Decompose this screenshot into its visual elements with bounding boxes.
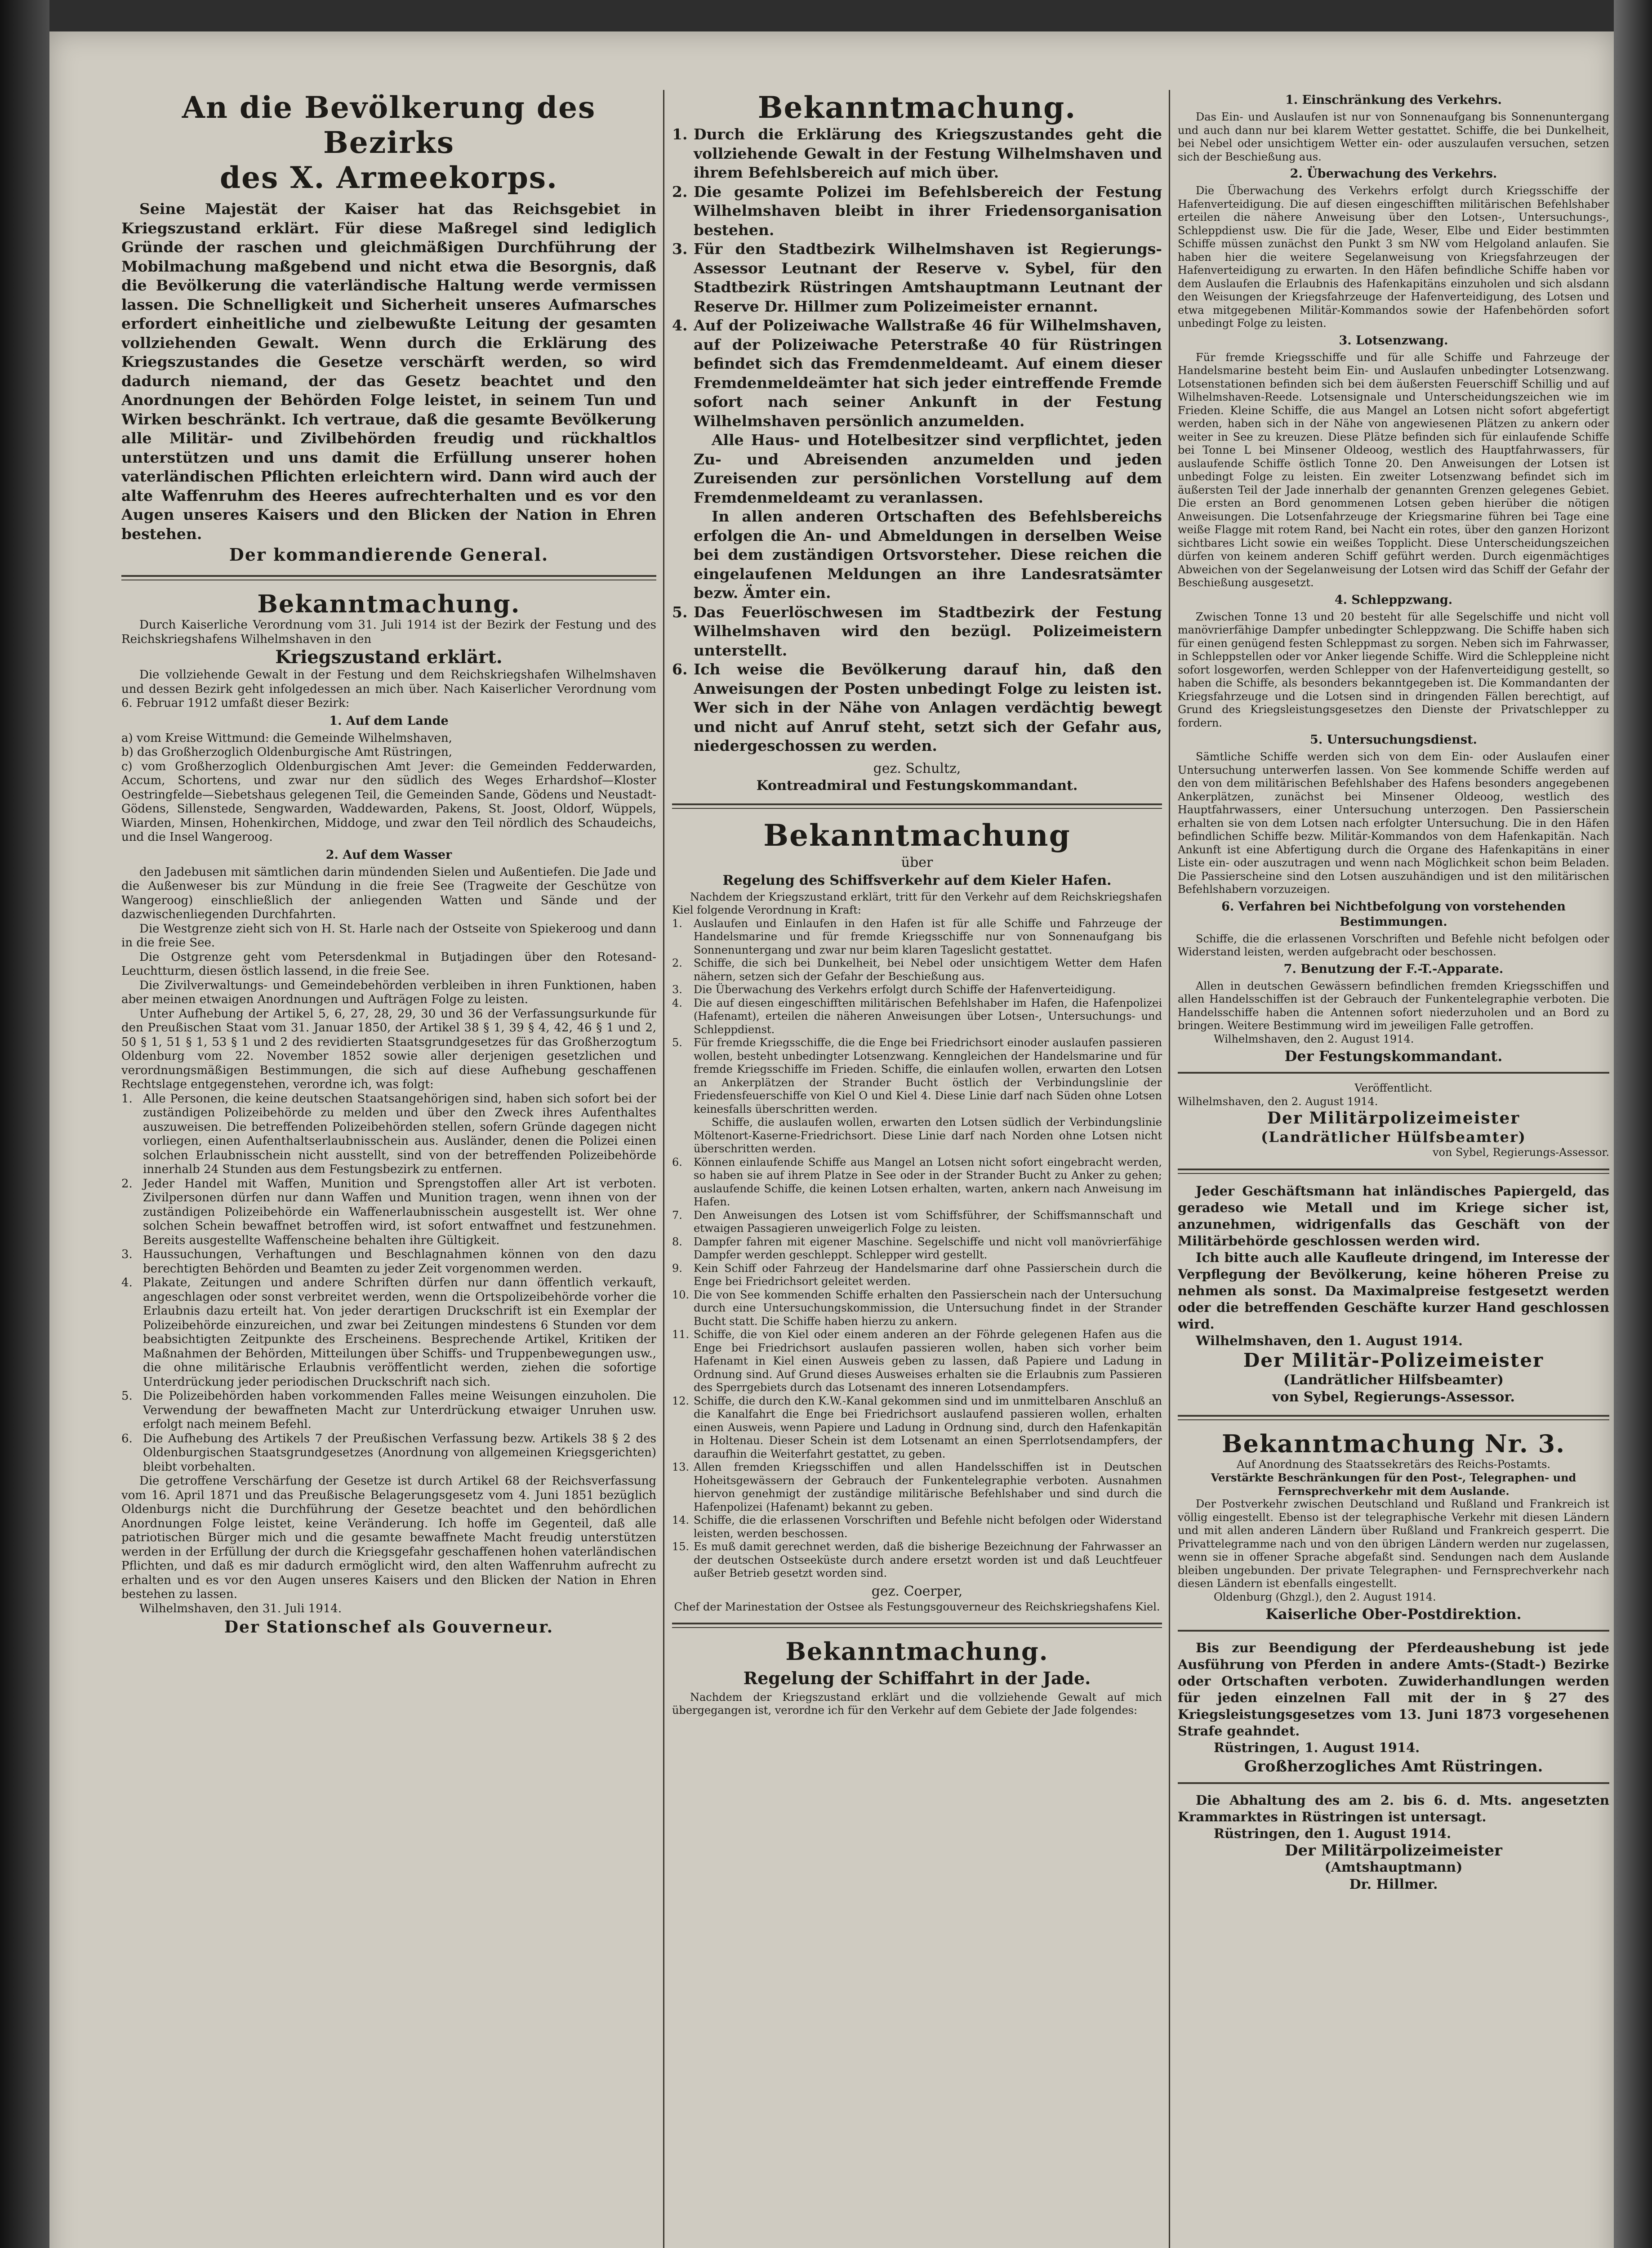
proclamation-signature: Der kommandierende General. <box>229 544 549 565</box>
horses-signature: Großherzogliches Amt Rüstringen. <box>1244 1757 1543 1775</box>
jade-s7-text: Allen in deutschen Gewässern befindlichen fremden Kriegsschiffen und allen Handelsschiffen ist der Gebrauch der Funkentelegraphie verboten. Die Handelsschiffe haben die Antennen sofort niederzuholen und an Bord zu bringen. Weitere Bestimmung wird im jeweiligen Falle getroffen. <box>1178 979 1609 1032</box>
list-item: 11. Schiffe, die von Kiel oder einem anderen an der Föhrde gelegenen Hafen aus die Enge bei Friedrichsort auslaufen passieren wollen, haben sich vorher beim Hafenamt in Kiel einen Ausweis geben zu lassen, daß Papiere und Ladung in Ordnung sind. Auf Grund dieses Ausweises erhalten sie die Erlaubnis zum Passieren des Sperrgebiets durch das Lotsenamt des inneren Lotsendampfers. <box>672 1328 1162 1394</box>
notice-over: über <box>901 854 933 870</box>
published-label: Veröffentlicht. <box>1354 1082 1433 1094</box>
notice-para4: Die getroffene Verschärfung der Gesetze ist durch Artikel 68 der Reichsverfassung vom 16. April 1871 und das Preußische Belagerungsgesetz vom 4. Juni 1851 bezüglich Oldenburgs nicht die Durchführung der Gesetze beachtet und den behördlichen Anordnungen Folge leistet, keine Veränderung. Ich hoffe im Gegenteil, daß alle patriotischen Bürger mich und die gesamte bewaffnete Macht freudig unterstützen werden in der Erfüllung der durch die Kriegsgefahr geschaffenen hohen vaterländischen Pflichten, und daß es mir dadurch ermöglicht wird, den alten Waffenruhm aufrecht zu erhalten und es vor den Augen unseres Kaisers und den Blicken der Nation in Ehren bestehen zu lassen. <box>121 1474 656 1601</box>
notice-place-date: Oldenburg (Ghzgl.), den 2. August 1914. <box>1214 1590 1436 1603</box>
notice-sec2-text: den Jadebusen mit sämtlichen darin mündenden Sielen und Außentiefen. Die Jade und die Außenweser bis zur Mündung in die freie See (Tragweite der Geschütze von Wangeroog) einschließlich der anliegenden Watten und Sände und der dazwischenliegenden Durchfahrten. <box>121 865 656 921</box>
proclamation-text: Seine Majestät der Kaiser hat das Reichsgebiet in Kriegszustand erklärt. Für diese Maßregel sind lediglich Gründe der raschen und gleichmäßigen Durchführung der Mobilmachung maßgebend und nicht etwa die Besorgnis, daß die Bevölkerung die vaterländische Haltung werde vermissen lassen. Die Schnelligkeit und Sicherheit unseres Aufmarsches erfordert einheitliche und zielbewußte Leitung der gesamten vollziehenden Gewalt. Wenn durch die Erklärung des Kriegszustandes die Gesetze verschärft werden, so wird dadurch niemand, der das Gesetz beachtet und den Anordnungen der Behörden Folge leistet, in seinem Tun und Wirken beschränkt. Ich vertraue, daß die gesamte Bevölkerung alle Militär- und Zivilbehörden freudig und rückhaltlos unterstützen und uns damit die Erfüllung unserer hohen vaterländischen Pflichten erleichtern wird. Dann wird auch der alte Waffenruhm des Heeres aufrechterhalten und es vor den Augen unseres Kaisers und den Blicken der Nation in Ehren bestehen. <box>121 200 656 543</box>
published-sign1: Der Militärpolizeimeister <box>1267 1109 1520 1128</box>
published-place-date: Wilhelmshaven, den 2. August 1914. <box>1178 1095 1378 1108</box>
jade-s4-text: Zwischen Tonne 13 und 20 besteht für alle Segelschiffe und nicht voll manövrierfähige Dampfer unbedingter Schleppzwang. Die Schiffe haben sich für einen genügend festen Schleppmast zu sorgen. Neben sich im Fahrwasser, in Schleppstellen oder vor Anker liegende Schiffe. Wird die Schleppleine nicht sofort losgeworfen, werden Schlepper von der Hafenverteidigung gestellt, so haben die Schiffe, als besonders bekanntgegeben ist. Die Kommandanten der Kriegsfahrzeuge und die Lotsen sind in dringenden Fällen berechtigt, auf Grund des Kriegsleistungsgesetzes den Dienste der Privatschlepper zu fordern. <box>1178 610 1609 729</box>
notice-title: Bekanntmachung <box>763 817 1071 853</box>
notice-festung <box>672 90 1162 794</box>
jade-s6-text: Schiffe, die die erlassenen Vorschriften und Befehle nicht befolgen oder Widerstand leisten, werden aufgebracht oder beschossen. <box>1178 932 1609 958</box>
published-sign3: von Sybel, Regierungs-Assessor. <box>1433 1146 1609 1159</box>
list-item: 14. Schiffe, die die erlassenen Vorschriften und Befehle nicht befolgen oder Widerstand leisten, werden beschossen. <box>672 1514 1162 1540</box>
horses-notice <box>1178 1640 1609 1774</box>
jade-s2-text: Die Überwachung des Verkehrs erfolgt durch Kriegsschiffe der Hafenverteidigung. Die auf diesen eingeschifften militärischen Befehlshaber erteilen die nähere Anweisung über den Lotsen-, Untersuchungs-, Schleppdienst usw. Die für die Jade, Weser, Elbe und Eider bestimmten Schiffe müssen zunächst den Punkt 3 sm NW vom Helgoland anlaufen. Sie haben hier die weitere Segelanweisung von Kriegsfahrzeugen der Hafenverteidigung zu erwarten. In den Häfen befindliche Schiffe haben vor dem Auslaufen die Erlaubnis des Hafenkapitäns einzuholen und sich alsdann den Weisungen der Kriegsfahrzeuge der Hafenverteidigung, des Lotsen und etwa mitgegebenen Militär-Kommandos sowie der Hafenbehörden sofort unbedingt Folge zu leisten. <box>1178 184 1609 330</box>
list-item: Schiffe, die auslaufen wollen, erwarten den Lotsen südlich der Verbindungslinie Möltenort-Kaserne-Friedrichsort. Diese Linie darf nach Norden ohne Lotsen nicht überschritten werden. <box>694 1116 1162 1155</box>
market-sign2: (Amtshauptmann) <box>1324 1860 1463 1875</box>
list-item: 2. Schiffe, die sich bei Dunkelheit, bei Nebel oder unsichtigem Wetter dem Hafen nähern, setzen sich der Gefahr der Beschießung aus. <box>672 957 1162 983</box>
notice-sec2-b: Die Westgrenze zieht sich von H. St. Harle nach der Ostseite von Spiekeroog und dann in die freie See. <box>121 922 656 950</box>
jade-s6-title: 6. Verfahren bei Nichtbefolgung von vorstehenden Bestimmungen. <box>1221 899 1566 929</box>
market-text: Die Abhaltung des am 2. bis 6. d. Mts. angesetzten Krammarktes in Rüstringen ist untersagt. <box>1178 1793 1609 1824</box>
notice-subtitle: Regelung des Schiffsverkehr auf dem Kieler Hafen. <box>722 872 1112 888</box>
notice-sign-title: Kontreadmiral und Festungskommandant. <box>756 777 1078 794</box>
notice-para: In allen anderen Ortschaften des Befehlsbereichs erfolgen die An- und Abmeldungen in derselben Weise bei dem zuständigen Ortsvorsteher. Diese reichen die eingelaufenen Meldungen an ihre Landesratsämter bezw. Ämter ein. <box>694 508 1162 602</box>
jade-s2-title: 2. Überwachung des Verkehrs. <box>1290 167 1497 181</box>
jade-signature: Der Festungskommandant. <box>1284 1048 1503 1065</box>
jade-s5-text: Sämtliche Schiffe werden sich von dem Ein- oder Auslaufen einer Untersuchung unterwerfen lassen. Von See kommende Schiffe werden auf den von dem militärischen Befehlshaber des Hafens besonders angegebenen Ankerplätzen, zunächst bei Minsener Oldeoog, westlich des Hauptfahrwassers, einer Untersuchung unterzogen. Den Passierschein erhalten sie von dem Lotsen nach erfolgter Untersuchung. Die in den Häfen befindlichen Schiffe bezw. Militär-Kommandos von dem Hafenkapitän. Nach Ankunft ist eine Abfertigung durch die Organe des Hafenkapitäns in einer Liste ein- oder auszutragen und wenn nach Möglichkeit schon beim Beladen. Die Passierscheine sind den Lotsen auszuhändigen und ist den militärischen Befehlshabern vorzuzeigen. <box>1178 750 1609 896</box>
notice-title: Bekanntmachung Nr. 3. <box>1221 1429 1566 1458</box>
section-rule <box>121 575 656 580</box>
list-item: 8. Dampfer fahren mit eigener Maschine. Segelschiffe und nicht voll manövrierfähige Dampfer werden geschleppt. Schlepper wird gestellt. <box>672 1235 1162 1261</box>
list-item: 3. Die Überwachung des Verkehrs erfolgt durch Schiffe der Hafenverteidigung. <box>672 983 1116 996</box>
jade-s5-title: 5. Untersuchungsdienst. <box>1310 733 1477 747</box>
list-item: 1. Durch die Erklärung des Kriegszustandes geht die vollziehende Gewalt in der Festung Wilhelmshaven und ihrem Befehlsbereich auf mich über. <box>672 125 1162 181</box>
market-place-date: Rüstringen, den 1. August 1914. <box>1214 1826 1452 1841</box>
notice-sec1-item: b) das Großherzoglich Oldenburgische Amt Rüstringen, <box>121 745 453 759</box>
notice-sign-name: gez. Schultz, <box>873 760 961 776</box>
currency-text: Jeder Geschäftsmann hat inländisches Papiergeld, das geradeso wie Metall und im Kriege sicher ist, anzunehmen, widrigenfalls das Geschäft von der Militärbehörde geschlossen werden wird. <box>1178 1183 1609 1249</box>
market-sign1: Der Militärpolizeimeister <box>1285 1842 1502 1860</box>
notice-para1: Die vollziehende Gewalt in der Festung und dem Reichskriegshafen Wilhelmshaven und dessen Bezirk geht infolgedessen an mich über. Nach Kaiserlicher Verordnung vom 6. Februar 1912 umfaßt dieser Bezirk: <box>121 668 656 710</box>
notice-sub: Auf Anordnung des Staatssekretärs des Reichs-Postamts. <box>1236 1458 1551 1471</box>
notice-title: Bekanntmachung. <box>785 1637 1049 1666</box>
market-notice <box>1178 1792 1609 1893</box>
currency-sign3: von Sybel, Regierungs-Assessor. <box>1272 1389 1515 1405</box>
notice-intro: Nachdem der Kriegszustand erklärt und die vollziehende Gewalt auf mich übergegangen ist, verordne ich für den Verkehr auf dem Gebiete der Jade folgendes: <box>672 1690 1162 1717</box>
notice-head: Verstärkte Beschränkungen für den Post-, Telegraphen- und Fernsprechverkehr mit dem Auslande. <box>1211 1471 1576 1498</box>
list-item: 6. Die Aufhebung des Artikels 7 der Preußischen Verfassung bezw. Artikels 38 § 2 des Oldenburgischen Staatsgrundgesetzes (Anordnung von allgemeinen Kriegsgerichten) bleibt vorbehalten. <box>121 1432 656 1474</box>
proclamation-armeekorps <box>121 90 656 566</box>
jade-s7-title: 7. Benutzung der F.-T.-Apparate. <box>1283 962 1504 976</box>
list-item: 4. Plakate, Zeitungen und andere Schriften dürfen nur dann öffentlich verkauft, angeschlagen oder sonst verbreitet werden, wenn die Ortspolizeibehörde vorher die Erlaubnis dazu erteilt hat. Von jeder derartigen Druckschrift ist ein Exemplar der Polizeibehörde einzureichen, und zwar bei Zeitungen mindestens 6 Stunden vor dem beabsichtigten Zeitpunkte des Erscheinens. Besprechende Artikel, Kritiken der Maßnahmen der Behörden, Mitteilungen über Schiffs- und Truppenbewegungen usw., die ohne militärische Erlaubnis veröffentlicht werden, ziehen die sofortige Unterdrückung jeder periodischen Druckschrift nach sich. <box>121 1276 656 1389</box>
list-item: 1. Alle Personen, die keine deutschen Staatsangehörigen sind, haben sich sofort bei der zuständigen Polizeibehörde zu melden und über den Zweck ihres Aufenthaltes auszuweisen. Die betreffenden Polizeibehörden stellen, sofern Gründe dagegen nicht vorliegen, einen Aufenthaltserlaubnisschein aus. Ausländer, denen die Polizei einen solchen Erlaubnisschein nicht ausstellt, sind von der betreffenden Polizeibehörde innerhalb 24 Stunden aus dem Festungsbezirk zu entfernen. <box>121 1092 656 1176</box>
list-item: 7. Den Anweisungen des Lotsen ist vom Schiffsführer, der Schiffsmannschaft und etwaigen Passagieren unweigerlich Folge zu leisten. <box>672 1209 1162 1235</box>
currency-text2: Ich bitte auch alle Kaufleute dringend, im Interesse der Verpflegung der Bevölkerung, keine höheren Preise zu nehmen als sonst. Da Maximalpreise festgesetzt werden oder die betreffenden Geschäfte kurzer Hand geschlossen wird. <box>1178 1249 1609 1332</box>
currency-sign1: Der Militär-Polizeimeister <box>1243 1349 1544 1371</box>
column-2 <box>672 90 1162 2248</box>
notice-sec1-title: 1. Auf dem Lande <box>329 714 449 728</box>
horses-text: Bis zur Beendigung der Pferdeaushebung ist jede Ausführung von Pferden in andere Amts-(Stadt-) Bezirke oder Ortschaften verboten. Zuwiderhandlungen werden für jeden einzelnen Fall mit der in § 27 des Kriegsleistungsgesetzes vom 13. Juni 1873 vorgesehenen Strafe geahndet. <box>1178 1640 1609 1739</box>
section-rule <box>1178 1782 1609 1784</box>
jade-s4-title: 4. Schleppzwang. <box>1334 593 1453 607</box>
book-spine <box>0 0 49 2248</box>
published-notice <box>1178 1082 1609 1160</box>
proclamation-title-2: des X. Armeekorps. <box>219 160 558 195</box>
list-item: 12. Schiffe, die durch den K.W.-Kanal gekommen sind und im unmittelbaren Anschluß an die Kanalfahrt die Enge bei Friedrichsort auslaufend passieren wollen, erhalten einen Ausweis, wenn Papiere und Ladung in Ordnung sind, durch den Hafenkapitän in Holtenau. Dieser Schein ist dem Lotsenamt an einen Sperrlotsendampfers, der daraufhin die Weiterfahrt gestattet, zu geben. <box>672 1394 1162 1460</box>
list-item: 15. Es muß damit gerechnet werden, daß die bisherige Bezeichnung der Fahrwasser an der deutschen Ostseeküste durch andere ersetzt worden ist und daß Leuchtfeuer außer Betrieb gesetzt worden sind. <box>672 1540 1162 1579</box>
notice-sec2-title: 2. Auf dem Wasser <box>325 847 452 862</box>
section-rule <box>1178 1072 1609 1074</box>
notice-sec1-item: a) vom Kreise Wittmund: die Gemeinde Wilhelmshaven, <box>121 731 452 745</box>
notice-kiel <box>672 818 1162 1614</box>
list-item: 5. Für fremde Kriegsschiffe, die die Enge bei Friedrichsort einoder auslaufen passieren wollen, besteht unbedingter Lotsenzwang. Kenngleichen der Handelsmarine und für fremde Kriegsschiffe im Frieden. Schiffe, die einlaufen wollen, erwarten den Lotsen an Ankerplätzen der Strander Bucht östlich der Verbindungslinie der Friedensfeuerschiffe von Kiel O und Kiel 4. Diese Linie darf nach Süden ohne Lotsen keinesfalls überschritten werden. <box>672 1036 1162 1115</box>
currency-place-date: Wilhelmshaven, den 1. August 1914. <box>1196 1333 1463 1348</box>
list-item: 1. Auslaufen und Einlaufen in den Hafen ist für alle Schiffe und Fahrzeuge der Handelsmarine und für fremde Kriegsschiffe nur von Sonnenaufgang bis Sonnenuntergang und zwar nur beim klaren Tageslicht gestattet. <box>672 917 1162 956</box>
list-item: 4. Die auf diesen eingeschifften militärischen Befehlshaber im Hafen, die Hafenpolizei (Hafenamt), erteilen die näheren Anweisungen über Lotsen-, Untersuchungs- und Schleppdienst. <box>672 996 1162 1036</box>
notice-title: Bekanntmachung. <box>257 589 521 618</box>
notice-signature: Kaiserliche Ober-Postdirektion. <box>1265 1606 1522 1623</box>
list-item: 6. Ich weise die Bevölkerung darauf hin, daß den Anweisungen der Posten unbedingt Folge zu leisten ist. Wer sich in der Nähe von Anlagen verdächtig bewegt und nicht auf Anruf steht, setzt sich der Gefahr aus, niedergeschossen zu werden. <box>672 660 1162 754</box>
currency-sign2: (Landrätlicher Hilfsbeamter) <box>1283 1372 1504 1388</box>
notice-subtitle: Regelung der Schiffahrt in der Jade. <box>743 1668 1091 1688</box>
list-item: 5. Das Feuerlöschwesen im Stadtbezirk der Festung Wilhelmshaven wird den bezügl. Polizeimeistern unterstellt. <box>672 603 1162 659</box>
notice-kriegszustand <box>121 589 656 1638</box>
notice-para2: Die Zivilverwaltungs- und Gemeindebehörden verbleiben in ihren Funktionen, haben aber meinen etwaigen Anordnungen und Aufträgen Folge zu leisten. <box>121 978 656 1006</box>
column-3 <box>1178 90 1609 2248</box>
notice-place-date: Wilhelmshaven, den 31. Juli 1914. <box>139 1601 342 1615</box>
market-sign3: Dr. Hillmer. <box>1349 1877 1438 1892</box>
notice-sec2-c: Die Ostgrenze geht vom Petersdenkmal in Butjadingen über den Rotesand-Leuchtturm, diesen östlich lassend, in die freie See. <box>121 950 656 978</box>
notice-sign-title: Chef der Marinestation der Ostsee als Festungsgouverneur des Reichskriegshafens Kiel. <box>674 1600 1160 1613</box>
section-rule <box>1178 1630 1609 1632</box>
jade-s3-text: Für fremde Kriegsschiffe und für alle Schiffe und Fahrzeuge der Handelsmarine besteht beim Ein- und Auslaufen unbedingter Lotsenzwang. Lotsenstationen befinden sich bei dem äußersten Feuerschiff Schillig und auf Wilhelmshaven-Reede. Lotsensignale und Unterscheidungszeichen wie im Frieden. Kleine Schiffe, die aus Mangel an Lotsen nicht sofort abgefertigt werden, haben sich in der Nähe von angewiesenen Plätzen zu ankern oder weiter in See zu kreuzen. Diese Plätze befinden sich für einlaufende Schiffe bei Tonne L bei Minsener Oldeoog, westlich des Hauptfahrwassers, für auslaufende Schiffe östlich Tonne 20. Den Anweisungen der Lotsen ist unbedingt Folge zu leisten. Ein zweiter Lotsenzwang befindet sich im äußersten Teil der Jade innerhalb der genannten Grenzen gelegenes Gebiet. Die ersten an Bord genommenen Lotsen geben hierüber die nötigen Anweisungen. Die Lotsenfahrzeuge der Kriegsmarine führen bei Tage eine weiße Flagge mit rotem Rand, bei Nacht ein rotes, über den ganzen Horizont sichtbares Licht sowie ein weißes Topplicht. Diese Unterscheidungszeichen dürfen von keinem anderen Schiff geführt werden. Durch eigenmächtiges Abweichen von der Segelanweisung der Lotsen wird das Schiff der Gefahr der Beschießung ausgesetzt. <box>1178 351 1609 589</box>
section-rule <box>1178 1415 1609 1420</box>
notice-title: Bekanntmachung. <box>757 90 1077 125</box>
list-item: 3. Für den Stadtbezirk Wilhelmshaven ist Regierungs-Assessor Leutnant der Reserve v. Sybel, für den Stadtbezirk Rüstringen Amtshauptmann Leutnant der Reserve Dr. Hillmer zum Polizeimeister ernannt. <box>672 240 1162 315</box>
column-rule <box>1169 90 1170 2248</box>
notice-sign-name: gez. Coerper, <box>871 1583 963 1599</box>
page-edge <box>1614 0 1652 2248</box>
column-rule <box>663 90 664 2248</box>
list-item: 4. Auf der Polizeiwache Wallstraße 46 für Wilhelmshaven, auf der Polizeiwache Peterstraße 40 für Rüstringen befindet sich das Fremdenmeldeamt. Auf einem dieser Fremdenmeldeämter hat sich jeder eintreffende Fremde sofort nach seiner Ankunft in der Festung Wilhelmshaven persönlich anzumelden. <box>672 317 1162 430</box>
list-item: 5. Die Polizeibehörden haben vorkommenden Falles meine Weisungen einzuholen. Die Verwendung der bewaffneten Macht zur Unterdrückung etwaiger Unruhen usw. erfolgt nach meinem Befehl. <box>121 1389 656 1431</box>
notice-jade <box>672 1637 1162 1717</box>
notice-headline: Kriegszustand erklärt. <box>275 647 503 668</box>
notice-para3: Unter Aufhebung der Artikel 5, 6, 27, 28, 29, 30 und 36 der Verfassungsurkunde für den Preußischen Staat vom 31. Januar 1850, der Artikel 38 § 1, 39 § 4, 42, 46 § 1 und 2, 50 § 1, 51 § 1, 53 § 1 und 2 des revidierten Staatsgrundgesetzes für das Großherzogtum Oldenburg vom 22. November 1852 sowie aller derjenigen gesetzlichen und verordnungsmäßigen Bestimmungen, die sich auf diese Aufhebung geschaffenen Rechtslage entgegenstehen, verordne ich, was folgt: <box>121 1007 656 1091</box>
section-rule <box>1178 1169 1609 1174</box>
section-rule <box>672 803 1162 809</box>
notice-intro: Nachdem der Kriegszustand erklärt, tritt für den Verkehr auf dem Reichskriegshafen Kiel folgende Verordnung in Kraft: <box>672 890 1162 916</box>
jade-s3-title: 3. Lotsenzwang. <box>1339 333 1448 348</box>
notice-text: Der Postverkehr zwischen Deutschland und Rußland und Frankreich ist völlig eingestellt. Ebenso ist der telegraphische Verkehr mit diesen Ländern und mit allen anderen Ländern über Rußland und Frankreich gesperrt. Die Privattelegramme nach und von den übrigen Ländern werden nur zugelassen, wenn sie in offener Sprache abgefaßt sind. Sendungen nach dem Auslande bleiben ungebunden. Der private Telegraphen- und Fernsprechverkehr nach diesen Ländern ist ebenfalls eingestellt. <box>1178 1498 1609 1590</box>
list-item: 6. Können einlaufende Schiffe aus Mangel an Lotsen nicht sofort eingebracht werden, so haben sie auf ihrem Platze in See oder in der Strander Bucht zu Anker zu gehen; auslaufende Schiffe, die keinen Lotsen erhalten, warten, ankern nach Anweisung im Hafen. <box>672 1155 1162 1208</box>
list-item: 2. Die gesamte Polizei im Befehlsbereich der Festung Wilhelmshaven bleibt in ihrer Friedensorganisation bestehen. <box>672 183 1162 239</box>
notice-sec1-item: c) vom Großherzoglich Oldenburgischen Amt Jever: die Gemeinden Fedderwarden, Accum, Schortens, und zwar nur den südlich des Weges Erhardshof—Kloster Oestringfelde—Siebetshaus gelegenen Teil, die Gemeinden Sande, Gödens und Neustadt-Gödens, Sillenstede, Sengwarden, Waddewarden, Pakens, St. Joost, Oldorf, Wüppels, Wiarden, Minsen, Hohenkirchen, Middoge, und zwar den Teil nördlich des Schaudeichs, und die Insel Wangeroog. <box>121 759 656 844</box>
proclamation-title-1: An die Bevölkerung des Bezirks <box>182 90 596 160</box>
published-sign2: (Landrätlicher Hülfsbeamter) <box>1261 1128 1526 1146</box>
list-item: 10. Die von See kommenden Schiffe erhalten den Passierschein nach der Untersuchung durch eine Untersuchungskommission, die Untersuchung findet in der Strander Bucht statt. Die Schiffe haben hierzu zu ankern. <box>672 1288 1162 1328</box>
currency-notice <box>1178 1183 1609 1406</box>
jade-regulations <box>1178 93 1609 1064</box>
list-item: 2. Jeder Handel mit Waffen, Munition und Sprengstoffen aller Art ist verboten. Zivilpersonen dürfen nur dann Waffen und Munition tragen, wenn ihnen von der zuständigen Polizeibehörde ein Waffenerlaubnisschein ausgestellt ist. Wer ohne solchen Schein bewaffnet betroffen wird, ist sofort entwaffnet und festzunehmen. Bereits ausgestellte Waffenscheine behalten ihre Gültigkeit. <box>121 1177 656 1247</box>
jade-s1-title: 1. Einschränkung des Verkehrs. <box>1285 93 1502 107</box>
column-1 <box>121 90 656 2248</box>
list-item: 3. Haussuchungen, Verhaftungen und Beschlagnahmen können von den dazu berechtigten Behörden und Beamten zu jeder Zeit vorgenommen werden. <box>121 1248 656 1276</box>
jade-s1-text: Das Ein- und Auslaufen ist nur von Sonnenaufgang bis Sonnenuntergang und auch dann nur bei klarem Wetter gestattet. Schiffe, die bei Dunkelheit, bei Nebel oder unsichtigem Wetter ein- oder auszulaufen versuchen, setzen sich der Beschießung aus. <box>1178 111 1609 163</box>
list-item: 9. Kein Schiff oder Fahrzeug der Handelsmarine darf ohne Passierschein durch die Enge bei Friedrichsort geleitet werden. <box>672 1262 1162 1288</box>
horses-place-date: Rüstringen, 1. August 1914. <box>1214 1740 1420 1755</box>
jade-place-date: Wilhelmshaven, den 2. August 1914. <box>1214 1032 1414 1045</box>
list-item: 13. Allen fremden Kriegsschiffen und allen Handelsschiffen ist in Deutschen Hoheitsgewässern der Gebrauch der Funkentelegraphie verboten. Ausnahmen hiervon genehmigt der zuständige militärische Befehlshaber und sind durch die Hafenpolizei (Hafenamt) bekannt zu geben. <box>672 1461 1162 1513</box>
notice-intro: Durch Kaiserliche Verordnung vom 31. Juli 1914 ist der Bezirk der Festung und des Reichskriegshafens Wilhelmshaven in den <box>121 618 656 646</box>
notice-para: Alle Haus- und Hotelbesitzer sind verpflichtet, jeden Zu- und Abreisenden anzumelden und jeden Zureisenden zur persönlichen Vorstellung auf dem Fremdenmeldeamt zu veranlassen. <box>694 431 1162 506</box>
notice-signature: Der Stationschef als Gouverneur. <box>224 1618 554 1637</box>
section-rule <box>672 1623 1162 1628</box>
notice-nr3 <box>1178 1429 1609 1622</box>
